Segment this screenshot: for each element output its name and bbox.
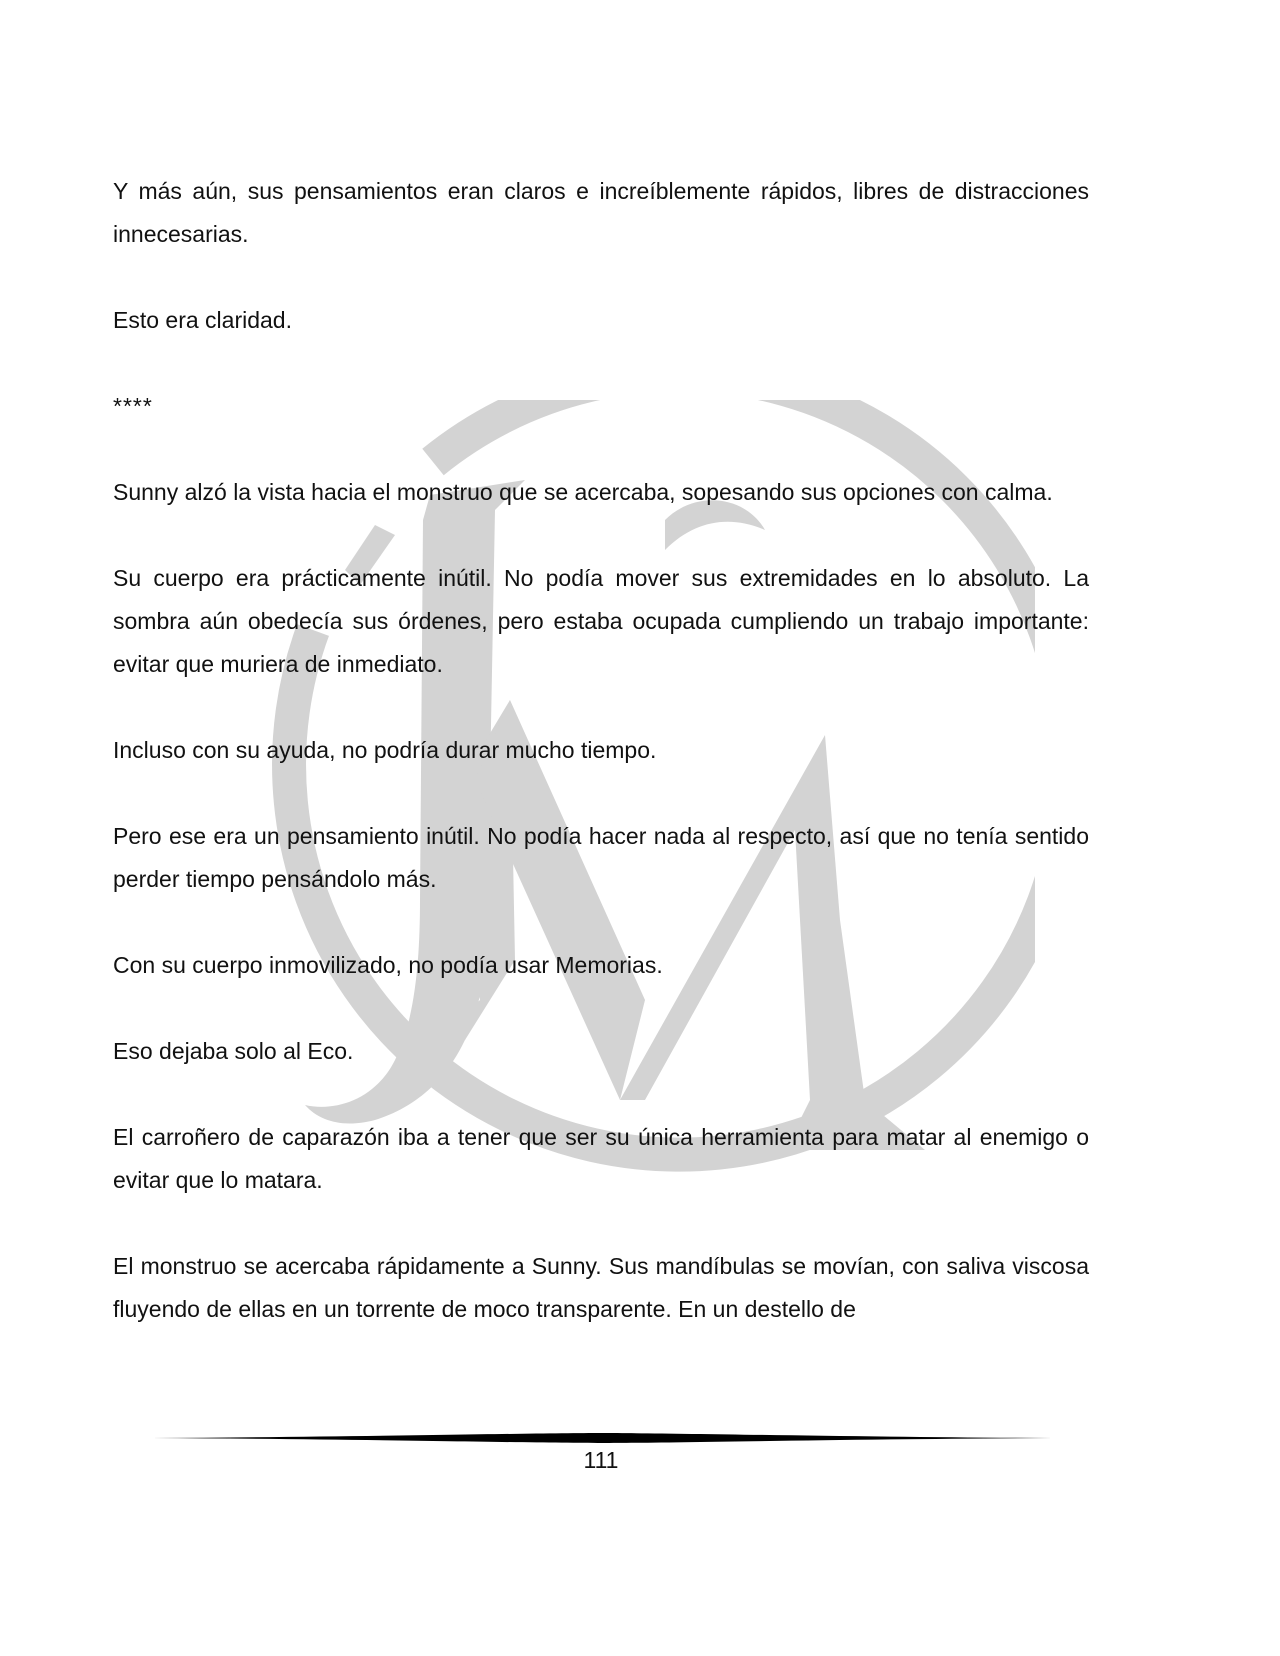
footer-rule <box>152 1432 1052 1444</box>
section-separator: **** <box>113 393 153 419</box>
paragraph-6: Pero ese era un pensamiento inútil. No podía hacer nada al respecto, así que no tenía sentido perder tiempo pensándolo más. <box>113 823 1089 892</box>
paragraph-9: El carroñero de caparazón iba a tener que ser su única herramienta para matar al enemigo o evitar que lo matara. <box>113 1124 1089 1193</box>
paragraph-10: El monstruo se acercaba rápidamente a Sunny. Sus mandíbulas se movían, con saliva viscosa fluyendo de ellas en un torrente de moco transparente. En un destello de <box>113 1253 1089 1322</box>
page-number: 111 <box>583 1447 619 1473</box>
paragraph-5: Incluso con su ayuda, no podría durar mucho tiempo. <box>113 737 657 763</box>
document-body <box>113 170 1089 1374</box>
paragraph-3: Sunny alzó la vista hacia el monstruo que se acercaba, sopesando sus opciones con calma. <box>113 479 1053 505</box>
paragraph-4: Su cuerpo era prácticamente inútil. No podía mover sus extremidades en lo absoluto. La sombra aún obedecía sus órdenes, pero estaba ocupada cumpliendo un trabajo importante: evitar que muriera de inmediato. <box>113 565 1089 677</box>
paragraph-2: Esto era claridad. <box>113 307 292 333</box>
paragraph-1: Y más aún, sus pensamientos eran claros e increíblemente rápidos, libres de distracciones innecesarias. <box>113 178 1089 247</box>
paragraph-7: Con su cuerpo inmovilizado, no podía usar Memorias. <box>113 952 663 978</box>
paragraph-8: Eso dejaba solo al Eco. <box>113 1038 354 1064</box>
